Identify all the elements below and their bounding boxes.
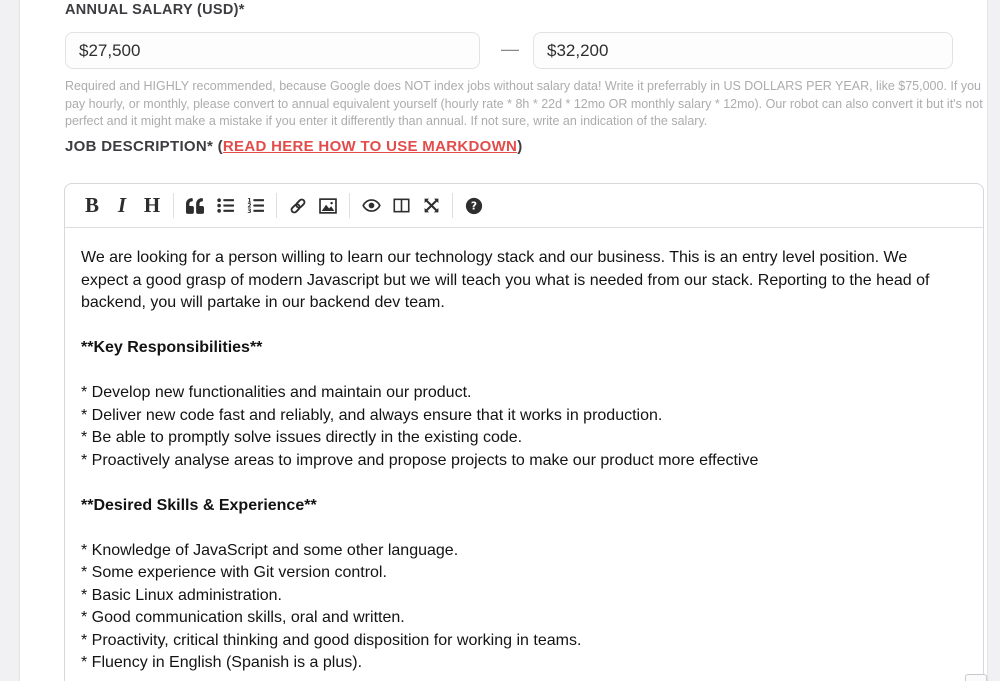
svg-text:?: ?	[470, 199, 478, 213]
salary-max-input[interactable]	[533, 32, 953, 69]
editor-line	[81, 472, 967, 495]
editor-line: * Fluency in English (Spanish is a plus).	[81, 654, 363, 671]
editor-line: We are looking for a person willing to learn our technology stack and our business. This is an entry level position. We	[81, 249, 908, 266]
editor-line: * Proactivity, critical thinking and good disposition for working in teams.	[81, 631, 582, 649]
question-circle-icon	[465, 197, 483, 215]
editor-line: expect a good grasp of modern Javascript but we will teach you what is needed from our stack. Reporting to the head of	[81, 271, 930, 289]
toolbar-separator	[452, 193, 453, 218]
editor-line: * Develop new functionalities and maintain our product.	[81, 384, 472, 401]
svg-text:3: 3	[246, 207, 251, 214]
image-button[interactable]	[313, 191, 343, 221]
ordered-list-button[interactable]	[240, 191, 270, 221]
editor-line: * Proactively analyse areas to improve and propose projects to make our product more effective	[81, 451, 759, 469]
eye-icon	[362, 196, 381, 215]
markdown-guide-link[interactable]: READ HERE HOW TO USE MARKDOWN	[222, 138, 518, 155]
preview-button[interactable]	[356, 191, 386, 221]
editor-line: backend, you will partake in our backend dev team.	[81, 294, 445, 311]
editor-line	[81, 315, 967, 338]
salary-help-text: Required and HIGHLY recommended, because Google does NOT index jobs without salary data! Write it preferrably in US DOLLARS PER YEAR, like $75,000. If you pay hourly, or monthly, please convert to annual equivalent yourself (hourly rate * 8h * 22d * 12mo OR monthly salary * 12mo). Our robot can also convert it but it's not perfect and it might make a mistake if you enter it differently than annual. If not sure, write an indication of the salary.	[65, 79, 983, 128]
editor-line: **Desired Skills & Experience**	[81, 496, 317, 514]
bold-icon: B	[84, 193, 99, 217]
job-description-label	[65, 138, 522, 155]
editor-line: * Be able to promptly solve issues directly in the existing code.	[81, 429, 523, 446]
toolbar-separator	[173, 193, 174, 218]
svg-text:1: 1	[246, 197, 251, 205]
italic-icon: I	[117, 193, 127, 217]
annual-salary-label: ANNUAL SALARY (USD)*	[65, 2, 245, 18]
editor-line	[81, 517, 967, 540]
salary-min-input[interactable]	[65, 32, 480, 69]
italic-button[interactable]	[107, 191, 137, 221]
ordered-list-icon	[247, 197, 264, 214]
heading-button[interactable]	[137, 191, 167, 221]
side-by-side-button[interactable]	[386, 191, 416, 221]
link-icon	[289, 197, 307, 215]
unordered-list-button[interactable]	[210, 191, 240, 221]
editor-line: * Knowledge of JavaScript and some other language.	[81, 541, 459, 559]
guide-button[interactable]	[459, 191, 489, 221]
markdown-editor	[64, 183, 984, 681]
bold-button[interactable]	[77, 191, 107, 221]
editor-line: * Some experience with Git version control.	[81, 564, 387, 581]
job-description-label-suffix: )	[517, 138, 523, 155]
editor-line: * Deliver new code fast and reliably, and always ensure that it works in production.	[81, 406, 663, 424]
editor-line: **Key Responsibilities**	[81, 339, 263, 356]
fullscreen-arrows-icon	[423, 197, 440, 214]
quote-button[interactable]	[180, 191, 210, 221]
fullscreen-button[interactable]	[416, 191, 446, 221]
editor-toolbar	[65, 184, 983, 228]
editor-content[interactable]	[65, 228, 983, 675]
editor-line	[81, 360, 967, 383]
image-icon	[319, 197, 337, 215]
editor-scrollbar[interactable]	[965, 674, 987, 681]
quote-icon	[186, 197, 204, 215]
link-button[interactable]	[283, 191, 313, 221]
toolbar-separator	[276, 193, 277, 218]
editor-line: * Basic Linux administration.	[81, 586, 282, 604]
job-description-label-prefix: JOB DESCRIPTION* (	[65, 138, 223, 155]
form-card	[19, 0, 988, 681]
salary-range-dash: —	[501, 39, 519, 59]
toolbar-separator	[349, 193, 350, 218]
columns-icon	[393, 197, 410, 214]
editor-line: * Good communication skills, oral and written.	[81, 609, 405, 626]
svg-text:2: 2	[246, 202, 251, 210]
heading-icon: H	[143, 193, 161, 217]
unordered-list-icon	[217, 197, 234, 214]
